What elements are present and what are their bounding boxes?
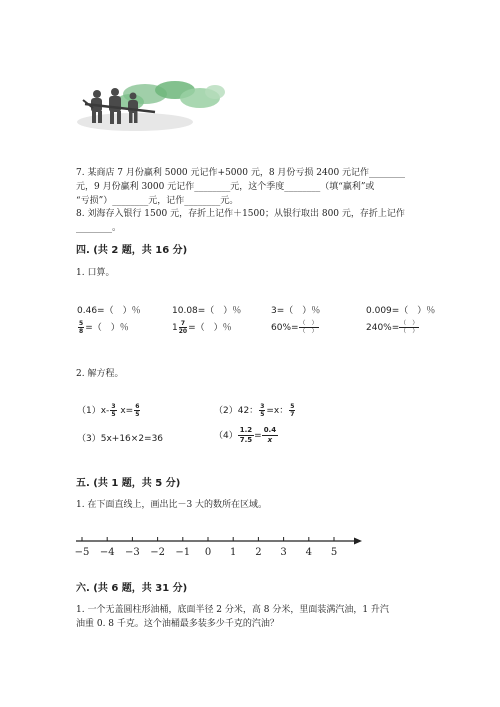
fraction-7-20: $\frac{7}{20}$ xyxy=(178,320,188,335)
q8-line2: ________。 xyxy=(76,223,122,233)
number-line-label: 4 xyxy=(305,547,312,558)
section4-title: 四. (共 2 题，共 16 分) xyxy=(76,245,188,256)
number-line-label: −3 xyxy=(125,547,140,558)
q7-line3: “亏损”）________元，记作________元。 xyxy=(76,196,239,206)
equation-2: （2）42： $\frac{3}{5}$ =x： $\frac{5}{7}$ xyxy=(214,403,295,418)
number-line-label: 3 xyxy=(280,547,287,558)
q1-cylinder-line1: 1. 一个无盖圆柱形油桶，底面半径 2 分米，高 8 分米，里面装满汽油，1 升汽 xyxy=(76,605,389,615)
section6-title: 六. (共 6 题，共 31 分) xyxy=(76,583,188,594)
fraction-5-8: $\frac{5}{8}$ xyxy=(79,320,84,335)
fraction-3-5: $\frac{3}{5}$ xyxy=(260,403,265,418)
q1-cylinder-line2: 油重 0. 8 千克。这个油桶最多装多少千克的汽油？ xyxy=(76,619,279,629)
oral-r2c3: 60%= （ ） （ ） xyxy=(271,320,318,335)
oral-r1c2: 10.08=（ ）％ xyxy=(172,306,242,316)
fraction-5-7: $\frac{5}{7}$ xyxy=(290,403,295,418)
oral-r2c4: 240%= （ ） （ ） xyxy=(366,320,419,335)
blank-fraction: （ ） （ ） xyxy=(400,320,419,335)
q8-line1: 8. 刘海存入银行 1500 元，存折上记作＋1500；从银行取出 800 元，存折上记作 xyxy=(76,209,405,219)
number-line-label: −5 xyxy=(74,547,90,558)
oral-r2c2: 1 $\frac{7}{20}$ =（ ）％ xyxy=(172,320,232,335)
number-line[interactable] xyxy=(74,530,364,566)
fraction-1.2-7.5: $\frac{1.2}{7.5}$ xyxy=(239,426,253,444)
oral-r1c4: 0.009=（ ）％ xyxy=(366,306,436,316)
number-line-label: 1 xyxy=(230,547,237,558)
number-line-label: 0 xyxy=(204,547,212,558)
number-line-label: 2 xyxy=(255,547,262,558)
oral-r1c1: 0.46=（ ）％ xyxy=(77,306,141,316)
number-line-label: −1 xyxy=(175,547,191,558)
section5-title: 五. (共 1 题，共 5 分) xyxy=(76,478,181,489)
q7-line1: 7. 某商店 7 月份赢利 5000 元记作+5000 元，8 月份亏损 2400 元记作________ xyxy=(76,168,406,178)
fraction-6-5: $\frac{6}{5}$ xyxy=(135,403,140,418)
blank-fraction: （ ） （ ） xyxy=(299,320,318,335)
number-line-label: −4 xyxy=(99,547,115,558)
workers-illustration xyxy=(75,78,225,134)
q7-line2: 元，9 月份赢利 3000 元记作________元，这个季度________（填“赢利”或 xyxy=(76,182,375,192)
number-line-arrow-icon xyxy=(354,538,362,545)
oral-r2c1: $\frac{5}{8}$ =（ ）％ xyxy=(79,320,129,335)
equation-1: （1）x- $\frac{3}{5}$ x= $\frac{6}{5}$ xyxy=(77,403,140,418)
oral-r1c3: 3=（ ）％ xyxy=(271,306,321,316)
q1-oral-label: 1. 口算。 xyxy=(76,268,115,278)
equation-3: （3）5x+16×2=36 xyxy=(77,434,164,444)
fraction-0.4-x: $\frac{0.4}{x}$ xyxy=(263,426,277,444)
q1-number-line-text: 1. 在下面直线上，画出比－3 大的数所在区域。 xyxy=(76,500,268,510)
fraction-3-5: $\frac{3}{5}$ xyxy=(111,403,116,418)
number-line-label: 5 xyxy=(330,547,338,558)
number-line-label: −2 xyxy=(150,547,165,558)
q2-equation-label: 2. 解方程。 xyxy=(76,369,124,379)
equation-4: （4） $\frac{1.2}{7.5}$ = $\frac{0.4}{x}$ xyxy=(214,426,277,444)
